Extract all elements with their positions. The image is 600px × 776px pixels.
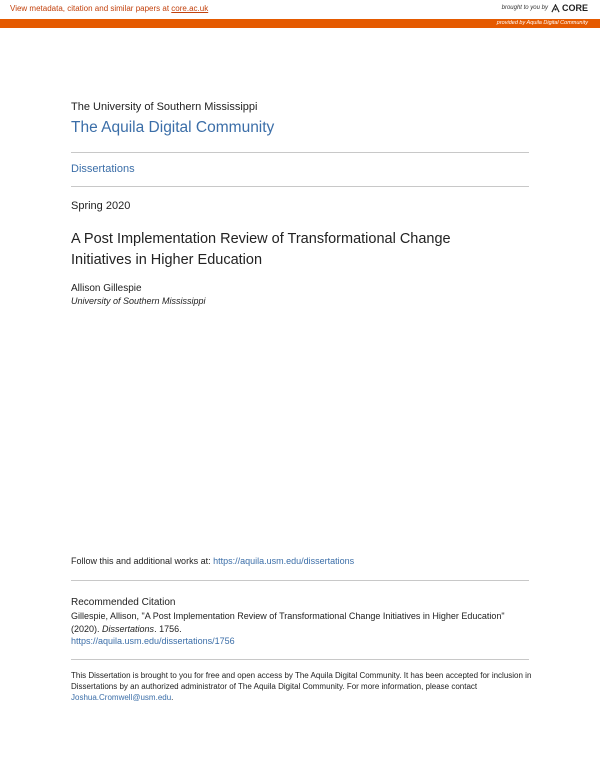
- series-link[interactable]: Dissertations: [71, 163, 135, 175]
- metadata-text: View metadata, citation and similar papers at: [10, 4, 172, 13]
- divider-citation: [71, 659, 529, 660]
- citation-series: Dissertations: [102, 623, 155, 634]
- core-icon: [551, 4, 560, 13]
- contact-email-link[interactable]: Joshua.Cromwell@usm.edu: [71, 693, 172, 702]
- core-ac-uk-link[interactable]: core.ac.uk: [171, 4, 209, 13]
- follow-line: [71, 556, 354, 566]
- author-name: Allison Gillespie: [71, 283, 142, 294]
- brought-by-text: brought to you by: [501, 5, 548, 11]
- divider-follow: [71, 580, 529, 581]
- core-label: CORE: [561, 3, 588, 13]
- follow-text: Follow this and additional works at:: [71, 556, 214, 566]
- community-link[interactable]: The Aquila Digital Community: [71, 119, 275, 136]
- provided-by-text[interactable]: provided by Aquila Digital Community: [496, 20, 588, 26]
- recommended-citation-heading: Recommended Citation: [71, 597, 176, 608]
- notice-end: .: [171, 693, 174, 702]
- document-title: A Post Implementation Review of Transformational Change Initiatives in Higher Education: [71, 231, 451, 268]
- university-name: The University of Southern Mississippi: [71, 101, 258, 113]
- core-top-bar: [0, 0, 600, 20]
- provider-bar: [0, 19, 600, 28]
- metadata-link[interactable]: [10, 4, 208, 13]
- access-notice: [71, 670, 541, 703]
- term-date: Spring 2020: [71, 200, 131, 212]
- divider-top: [71, 152, 529, 153]
- citation-before: Gillespie, Allison, "A Post Implementation Review of Transformational Change Initiatives in Higher Education" (2020).: [71, 611, 505, 634]
- notice-text: This Dissertation is brought to you for free and open access by The Aquila Digital Community. It has been accepted for inclusion in Dissertations by an authorized administrator of The Aquila Digital Community. For more information, please contact: [71, 671, 532, 691]
- author-affiliation: University of Southern Mississippi: [71, 296, 206, 306]
- citation-after: . 1756.: [154, 623, 182, 634]
- follow-link[interactable]: https://aquila.usm.edu/dissertations: [213, 556, 355, 566]
- citation-link[interactable]: https://aquila.usm.edu/dissertations/1756: [71, 636, 235, 646]
- divider-series: [71, 186, 529, 187]
- citation-text: [71, 610, 521, 648]
- core-logo[interactable]: [551, 3, 588, 13]
- brought-to-you-by: [502, 3, 588, 13]
